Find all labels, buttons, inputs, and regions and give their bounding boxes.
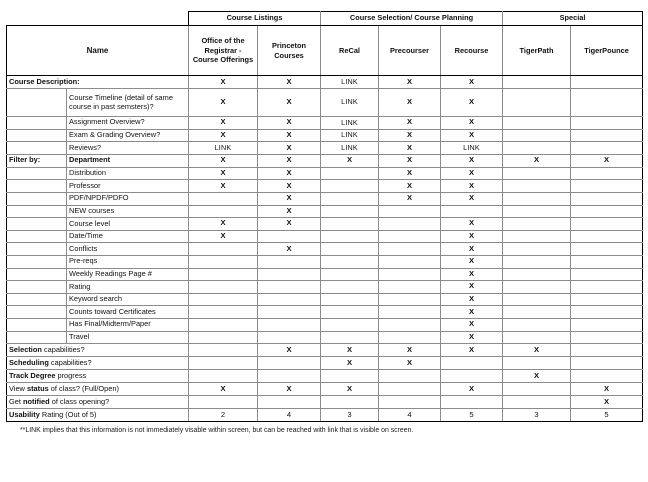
matrix-cell-empty — [503, 331, 571, 344]
row-section-label: Track Degree progress — [7, 370, 189, 383]
matrix-cell-value: X — [189, 76, 258, 89]
row-category-label — [7, 318, 67, 331]
matrix-cell-empty — [571, 205, 643, 218]
matrix-cell-value: X — [258, 76, 321, 89]
matrix-cell-empty — [258, 357, 321, 370]
matrix-cell-value: LINK — [321, 142, 379, 155]
matrix-cell-value: X — [189, 383, 258, 396]
matrix-cell-empty — [571, 318, 643, 331]
matrix-cell-value: X — [441, 76, 503, 89]
row-category-label — [7, 205, 67, 218]
matrix-cell-empty — [571, 117, 643, 130]
matrix-cell-empty — [503, 306, 571, 319]
matrix-cell-empty — [379, 396, 441, 409]
row-item-label: Keyword search — [67, 293, 189, 306]
matrix-cell-value: X — [503, 370, 571, 383]
table-row — [7, 76, 643, 89]
matrix-cell-value: X — [441, 318, 503, 331]
matrix-cell-empty — [571, 180, 643, 193]
column-header-precourser: Precourser — [379, 26, 441, 76]
group-header-row — [7, 12, 643, 26]
matrix-cell-empty — [379, 293, 441, 306]
matrix-cell-empty — [571, 129, 643, 142]
row-category-label — [7, 268, 67, 281]
matrix-cell-value: X — [258, 167, 321, 180]
group-header-spacer — [7, 12, 67, 26]
matrix-cell-value: X — [258, 117, 321, 130]
table-body — [7, 12, 643, 422]
matrix-cell-empty — [503, 142, 571, 155]
matrix-cell-value: X — [503, 154, 571, 167]
matrix-cell-empty — [503, 396, 571, 409]
matrix-cell-empty — [321, 370, 379, 383]
matrix-cell-value: X — [379, 142, 441, 155]
matrix-cell-empty — [379, 318, 441, 331]
matrix-cell-value: X — [441, 117, 503, 130]
row-item-label: Department — [67, 154, 189, 167]
row-category-label — [7, 89, 67, 117]
matrix-cell-empty — [189, 370, 258, 383]
matrix-cell-empty — [189, 293, 258, 306]
matrix-cell-empty — [258, 331, 321, 344]
row-item-label: Course Timeline (detail of same course in past semsters)? — [67, 89, 189, 117]
matrix-cell-empty — [321, 396, 379, 409]
matrix-cell-value: X — [189, 167, 258, 180]
matrix-cell-empty — [441, 396, 503, 409]
matrix-cell-value: X — [379, 192, 441, 205]
group-header-course-listings: Course Listings — [189, 12, 321, 26]
row-item-label: Exam & Grading Overview? — [67, 129, 189, 142]
matrix-cell-value: LINK — [321, 76, 379, 89]
matrix-cell-empty — [189, 281, 258, 294]
matrix-cell-empty — [321, 281, 379, 294]
row-section-label: Usability Rating (Out of 5) — [7, 409, 189, 422]
matrix-cell-value: X — [441, 89, 503, 117]
matrix-cell-value: X — [379, 129, 441, 142]
matrix-cell-empty — [321, 268, 379, 281]
row-category-label — [7, 293, 67, 306]
table-row — [7, 142, 643, 155]
row-category-label: Filter by: — [7, 154, 67, 167]
matrix-cell-value: X — [321, 344, 379, 357]
matrix-cell-value: LINK — [321, 117, 379, 130]
row-category-label — [7, 255, 67, 268]
matrix-cell-empty — [379, 255, 441, 268]
row-category-label — [7, 230, 67, 243]
matrix-cell-empty — [189, 192, 258, 205]
matrix-cell-empty — [571, 331, 643, 344]
row-item-label: Distribution — [67, 167, 189, 180]
table-row — [7, 396, 643, 409]
matrix-cell-value: 2 — [189, 409, 258, 422]
matrix-cell-empty — [503, 243, 571, 256]
matrix-cell-empty — [321, 218, 379, 231]
table-row — [7, 117, 643, 130]
matrix-cell-empty — [321, 230, 379, 243]
matrix-cell-value: X — [571, 154, 643, 167]
footnote-link-explanation: **LINK implies that this information is not immediately visable within screen, but can be reached with link that is visible on screen. — [20, 427, 414, 435]
table-row — [7, 167, 643, 180]
feature-comparison-table — [6, 11, 643, 422]
table-row — [7, 370, 643, 383]
matrix-cell-empty — [441, 370, 503, 383]
matrix-cell-empty — [258, 396, 321, 409]
matrix-cell-empty — [321, 243, 379, 256]
matrix-cell-value: X — [258, 154, 321, 167]
matrix-cell-value: X — [379, 344, 441, 357]
row-item-label: Counts toward Certificates — [67, 306, 189, 319]
table-row — [7, 357, 643, 370]
table-row — [7, 180, 643, 193]
row-category-label — [7, 306, 67, 319]
matrix-cell-empty — [321, 192, 379, 205]
matrix-cell-value: X — [441, 230, 503, 243]
matrix-cell-value: X — [441, 218, 503, 231]
matrix-cell-empty — [189, 357, 258, 370]
matrix-cell-value: 5 — [441, 409, 503, 422]
group-header-special: Special — [503, 12, 643, 26]
matrix-cell-empty — [571, 268, 643, 281]
matrix-cell-empty — [571, 370, 643, 383]
row-category-label — [7, 243, 67, 256]
matrix-cell-empty — [571, 142, 643, 155]
matrix-cell-value: X — [441, 154, 503, 167]
matrix-cell-value: LINK — [321, 129, 379, 142]
matrix-cell-value: X — [321, 154, 379, 167]
matrix-cell-value: 4 — [258, 409, 321, 422]
table-row — [7, 192, 643, 205]
row-item-label: Course level — [67, 218, 189, 231]
matrix-cell-empty — [503, 89, 571, 117]
matrix-cell-empty — [379, 230, 441, 243]
row-category-label — [7, 142, 67, 155]
table-row — [7, 293, 643, 306]
matrix-cell-value: X — [441, 255, 503, 268]
matrix-cell-empty — [189, 318, 258, 331]
row-category-label — [7, 331, 67, 344]
matrix-cell-empty — [258, 230, 321, 243]
matrix-cell-value: X — [441, 306, 503, 319]
matrix-cell-empty — [503, 293, 571, 306]
matrix-cell-value: X — [379, 154, 441, 167]
matrix-cell-empty — [258, 370, 321, 383]
column-header-tigerpounce: TigerPounce — [571, 26, 643, 76]
matrix-cell-value: 3 — [503, 409, 571, 422]
matrix-cell-empty — [189, 396, 258, 409]
matrix-cell-value: X — [441, 281, 503, 294]
matrix-cell-empty — [189, 331, 258, 344]
matrix-cell-value: X — [189, 230, 258, 243]
matrix-cell-empty — [189, 205, 258, 218]
matrix-cell-empty — [321, 318, 379, 331]
matrix-cell-value: X — [258, 383, 321, 396]
table-row — [7, 268, 643, 281]
matrix-cell-empty — [503, 281, 571, 294]
matrix-cell-value: X — [441, 344, 503, 357]
matrix-cell-empty — [321, 255, 379, 268]
matrix-cell-value: X — [441, 268, 503, 281]
table-row — [7, 218, 643, 231]
row-section-label: View status of class? (Full/Open) — [7, 383, 189, 396]
row-section-label: Course Description: — [7, 76, 189, 89]
column-header-recourse: Recourse — [441, 26, 503, 76]
matrix-cell-value: LINK — [189, 142, 258, 155]
matrix-cell-value: X — [503, 344, 571, 357]
matrix-cell-value: X — [258, 89, 321, 117]
matrix-cell-value: X — [258, 129, 321, 142]
matrix-cell-value: X — [441, 243, 503, 256]
row-item-label: Conflicts — [67, 243, 189, 256]
matrix-cell-empty — [571, 357, 643, 370]
row-category-label — [7, 281, 67, 294]
matrix-cell-value: X — [189, 129, 258, 142]
row-category-label — [7, 192, 67, 205]
matrix-cell-empty — [379, 218, 441, 231]
matrix-cell-empty — [189, 255, 258, 268]
row-item-label: Has Final/Midterm/Paper — [67, 318, 189, 331]
matrix-cell-empty — [503, 255, 571, 268]
table-row — [7, 318, 643, 331]
matrix-cell-empty — [321, 180, 379, 193]
matrix-cell-value: X — [189, 89, 258, 117]
group-header-course-selection: Course Selection/ Course Planning — [321, 12, 503, 26]
matrix-cell-empty — [571, 281, 643, 294]
matrix-cell-empty — [258, 306, 321, 319]
table-row — [7, 409, 643, 422]
matrix-cell-empty — [321, 167, 379, 180]
group-header-spacer-2 — [67, 12, 189, 26]
row-section-label: Get notified of class opening? — [7, 396, 189, 409]
row-item-label: Reviews? — [67, 142, 189, 155]
matrix-cell-value: X — [258, 142, 321, 155]
row-item-label: Rating — [67, 281, 189, 294]
matrix-cell-value: X — [441, 192, 503, 205]
matrix-cell-value: X — [189, 218, 258, 231]
row-item-label: Pre-reqs — [67, 255, 189, 268]
matrix-cell-empty — [441, 357, 503, 370]
table-row — [7, 255, 643, 268]
matrix-cell-value: X — [379, 180, 441, 193]
row-category-label — [7, 218, 67, 231]
matrix-cell-empty — [503, 318, 571, 331]
matrix-cell-empty — [503, 383, 571, 396]
matrix-cell-empty — [379, 306, 441, 319]
row-category-label — [7, 117, 67, 130]
matrix-cell-empty — [441, 205, 503, 218]
matrix-cell-value: X — [258, 218, 321, 231]
matrix-cell-empty — [503, 192, 571, 205]
matrix-cell-value: X — [189, 154, 258, 167]
matrix-cell-empty — [189, 268, 258, 281]
matrix-cell-empty — [258, 318, 321, 331]
matrix-cell-value: X — [441, 180, 503, 193]
matrix-cell-empty — [189, 344, 258, 357]
matrix-cell-empty — [258, 268, 321, 281]
matrix-cell-empty — [189, 306, 258, 319]
column-header-princeton-courses: Princeton Courses — [258, 26, 321, 76]
matrix-cell-empty — [503, 268, 571, 281]
column-header-name: Name — [7, 26, 189, 76]
matrix-cell-value: X — [189, 180, 258, 193]
matrix-cell-value: X — [258, 243, 321, 256]
matrix-cell-value: X — [321, 383, 379, 396]
matrix-cell-value: LINK — [441, 142, 503, 155]
matrix-cell-value: 5 — [571, 409, 643, 422]
matrix-cell-empty — [379, 243, 441, 256]
matrix-cell-empty — [503, 167, 571, 180]
matrix-cell-value: X — [189, 117, 258, 130]
matrix-cell-empty — [571, 243, 643, 256]
table-row — [7, 154, 643, 167]
matrix-cell-empty — [379, 268, 441, 281]
row-section-label: Scheduling capabilities? — [7, 357, 189, 370]
column-header-tigerpath: TigerPath — [503, 26, 571, 76]
table-row — [7, 331, 643, 344]
matrix-cell-value: X — [441, 383, 503, 396]
table-row — [7, 281, 643, 294]
row-item-label: Assignment Overview? — [67, 117, 189, 130]
matrix-cell-value: X — [258, 192, 321, 205]
row-item-label: Professor — [67, 180, 189, 193]
matrix-cell-value: X — [258, 180, 321, 193]
table-row — [7, 383, 643, 396]
matrix-cell-value: LINK — [321, 89, 379, 117]
table-row — [7, 205, 643, 218]
matrix-cell-empty — [321, 205, 379, 218]
matrix-cell-value: X — [258, 205, 321, 218]
table-row — [7, 344, 643, 357]
matrix-cell-empty — [321, 331, 379, 344]
matrix-cell-value: X — [441, 129, 503, 142]
matrix-cell-empty — [258, 293, 321, 306]
matrix-cell-value: X — [379, 76, 441, 89]
matrix-cell-empty — [571, 255, 643, 268]
matrix-cell-empty — [503, 129, 571, 142]
column-header-recal: ReCal — [321, 26, 379, 76]
table-row — [7, 306, 643, 319]
matrix-cell-empty — [321, 293, 379, 306]
table-row — [7, 230, 643, 243]
matrix-cell-value: X — [321, 357, 379, 370]
matrix-cell-empty — [571, 306, 643, 319]
row-category-label — [7, 180, 67, 193]
row-category-label — [7, 129, 67, 142]
column-header-registrar: Office of the Registrar - Course Offerings — [189, 26, 258, 76]
matrix-cell-value: 4 — [379, 409, 441, 422]
matrix-cell-value: X — [379, 167, 441, 180]
matrix-cell-value: X — [441, 167, 503, 180]
row-item-label: PDF/NPDF/PDFO — [67, 192, 189, 205]
matrix-cell-empty — [571, 167, 643, 180]
matrix-cell-empty — [379, 281, 441, 294]
matrix-cell-empty — [379, 383, 441, 396]
matrix-cell-empty — [571, 293, 643, 306]
row-item-label: Weekly Readings Page # — [67, 268, 189, 281]
matrix-cell-empty — [189, 243, 258, 256]
matrix-cell-empty — [503, 76, 571, 89]
matrix-cell-empty — [571, 89, 643, 117]
matrix-cell-empty — [571, 192, 643, 205]
matrix-cell-value: X — [379, 117, 441, 130]
matrix-cell-empty — [258, 255, 321, 268]
matrix-cell-empty — [571, 344, 643, 357]
matrix-cell-value: X — [571, 383, 643, 396]
table-row — [7, 243, 643, 256]
row-item-label: Travel — [67, 331, 189, 344]
matrix-cell-value: X — [571, 396, 643, 409]
matrix-cell-value: X — [379, 89, 441, 117]
table-row — [7, 89, 643, 117]
row-section-label: Selection capabilities? — [7, 344, 189, 357]
matrix-cell-empty — [571, 230, 643, 243]
matrix-cell-empty — [571, 218, 643, 231]
matrix-cell-empty — [379, 331, 441, 344]
matrix-cell-empty — [503, 357, 571, 370]
row-item-label: Date/Time — [67, 230, 189, 243]
matrix-cell-empty — [503, 205, 571, 218]
row-item-label: NEW courses — [67, 205, 189, 218]
matrix-cell-empty — [258, 281, 321, 294]
table-row — [7, 129, 643, 142]
matrix-cell-value: X — [441, 293, 503, 306]
matrix-cell-value: X — [441, 331, 503, 344]
matrix-cell-value: X — [258, 344, 321, 357]
matrix-cell-empty — [571, 76, 643, 89]
matrix-cell-empty — [503, 218, 571, 231]
matrix-cell-empty — [321, 306, 379, 319]
matrix-cell-empty — [503, 117, 571, 130]
matrix-cell-empty — [379, 205, 441, 218]
matrix-cell-value: X — [379, 357, 441, 370]
row-category-label — [7, 167, 67, 180]
matrix-cell-empty — [503, 180, 571, 193]
matrix-cell-empty — [379, 370, 441, 383]
matrix-cell-empty — [503, 230, 571, 243]
column-header-row — [7, 26, 643, 76]
matrix-cell-value: 3 — [321, 409, 379, 422]
